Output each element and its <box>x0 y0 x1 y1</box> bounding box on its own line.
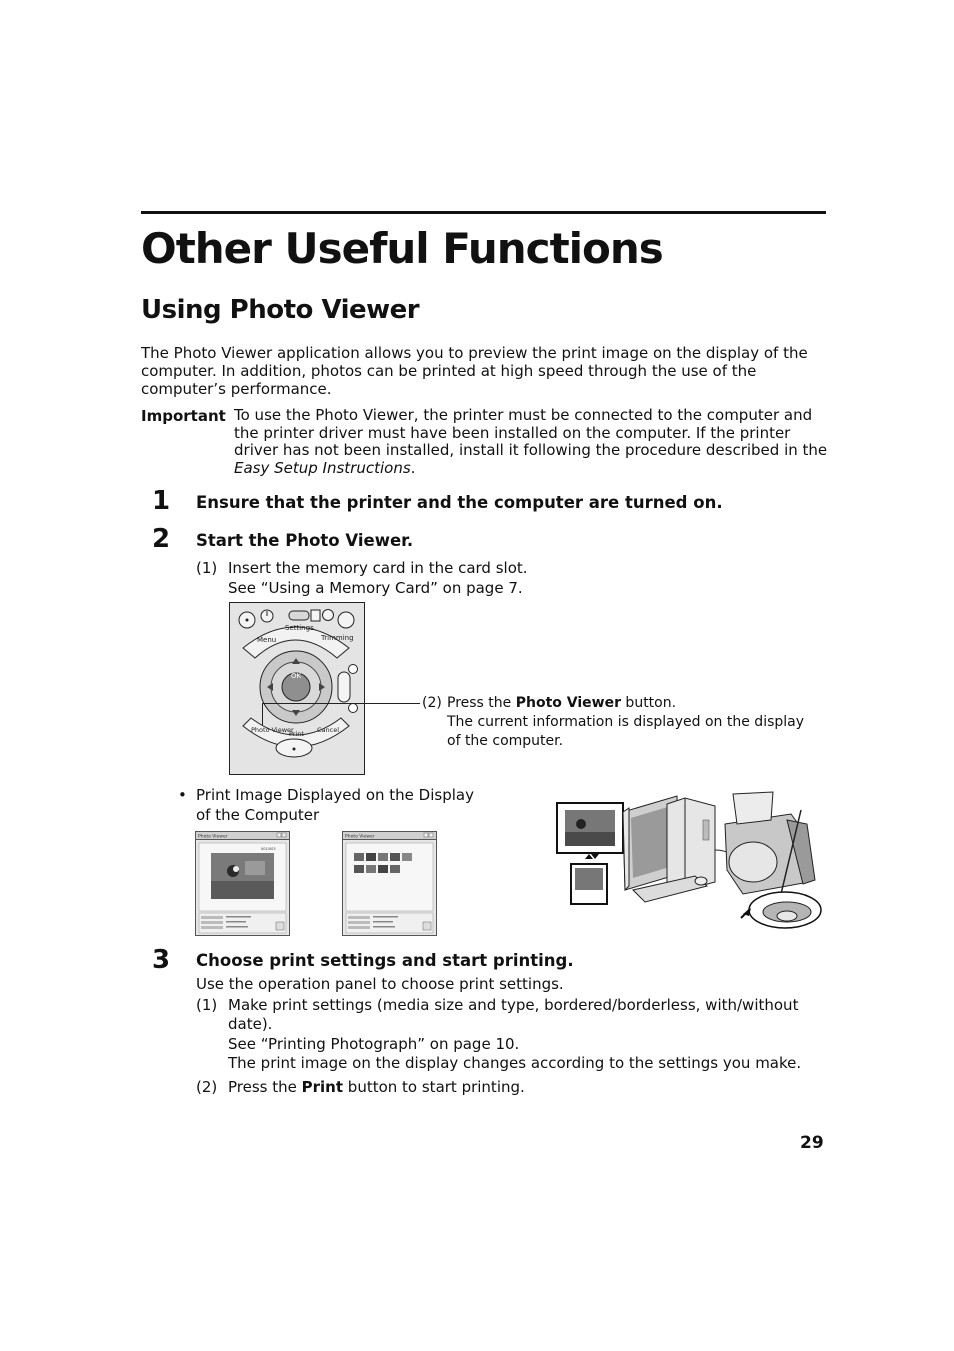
step-3-sub1-number: (1) <box>196 996 218 1014</box>
step-3-sub1-line2: date). <box>228 1015 273 1033</box>
photo-viewer-screen-single <box>195 831 290 936</box>
bullet-marker: • <box>178 786 187 804</box>
step-3-sub2-post: button to start printing. <box>343 1078 525 1096</box>
step-3-sub2-pre: Press the <box>228 1078 302 1096</box>
operation-panel-figure <box>229 602 365 775</box>
step-3-sub1-line3: See “Printing Photograph” on page 10. <box>228 1035 520 1053</box>
step-3-title: Choose print settings and start printing. <box>196 951 574 970</box>
important-label: Important <box>141 407 226 425</box>
screen-1-counter: 001/003 <box>261 847 276 851</box>
step-2-sub2-pre: Press the <box>447 695 516 711</box>
printer-computer-drawing <box>555 790 825 930</box>
step-2-sub2-line2: The current information is displayed on the display of the computer. <box>447 714 805 749</box>
step-2-sub2-number: (2) <box>422 695 442 711</box>
step-1-title: Ensure that the printer and the computer are turned on. <box>196 493 723 512</box>
step-3-sub1-line1: Make print settings (media size and type, bordered/borderless, with/without <box>228 996 799 1014</box>
callout-line-horizontal <box>262 703 420 704</box>
step-2-sub2-line1 <box>447 694 676 713</box>
important-text-end: . <box>410 458 416 477</box>
print-button-label: Print <box>289 730 304 738</box>
trimming-button-label: Trimming <box>321 634 354 642</box>
step-2-sub1-number: (1) <box>196 559 218 577</box>
callout-line-vertical <box>262 703 263 725</box>
important-text-italic: Easy Setup Instructions <box>234 458 411 477</box>
ok-label: OK <box>290 672 302 680</box>
step-3-intro: Use the operation panel to choose print settings. <box>196 975 564 993</box>
photo-viewer-screen-thumbnails <box>342 831 437 936</box>
intro-paragraph: The Photo Viewer application allows you to preview the print image on the display of the computer. In addition, photos can be printed at high speed through the use of the computer’s performance. <box>141 344 808 398</box>
printer-computer-illustration <box>555 790 825 930</box>
bullet-text: Print Image Displayed on the Display of the Computer <box>196 786 474 824</box>
step-2-sub2-post: button. <box>620 695 677 711</box>
chapter-title: Other Useful Functions <box>141 224 663 273</box>
step-3-sub2-text <box>228 1078 525 1098</box>
photo-viewer-screen-thumbnails-illustration <box>342 831 437 936</box>
photo-viewer-screen-single-illustration <box>195 831 290 936</box>
chapter-rule <box>141 211 826 214</box>
step-2-sub1-line2: See “Using a Memory Card” on page 7. <box>228 579 523 597</box>
important-text <box>234 407 830 477</box>
important-text-main: To use the Photo Viewer, the printer must be connected to the computer and the printer driver must have been installed on the computer. If the printer driver has not been installed, install it following the procedure described in the <box>234 406 828 459</box>
step-1-number: 1 <box>152 486 171 516</box>
menu-button-label: Menu <box>257 636 277 644</box>
step-3-number: 3 <box>152 945 171 975</box>
step-3-sub1-line4: The print image on the display changes according to the settings you make. <box>228 1054 802 1072</box>
section-title: Using Photo Viewer <box>141 295 420 325</box>
photo-viewer-button-label: Photo Viewer <box>251 726 294 734</box>
screen-2-title: Photo Viewer <box>345 834 375 840</box>
photo-viewer-button-name: Photo Viewer <box>515 695 621 711</box>
cancel-button-label: Cancel <box>317 726 340 734</box>
step-3-sub2-number: (2) <box>196 1078 218 1096</box>
page-number: 29 <box>800 1133 824 1153</box>
settings-button-label: Settings <box>285 624 314 632</box>
operation-panel-illustration <box>229 602 365 775</box>
print-button-name: Print <box>301 1078 344 1096</box>
screen-1-title: Photo Viewer <box>198 834 228 840</box>
step-2-sub1-line1: Insert the memory card in the card slot. <box>228 559 528 577</box>
step-2-title: Start the Photo Viewer. <box>196 531 414 550</box>
step-2-number: 2 <box>152 524 171 554</box>
